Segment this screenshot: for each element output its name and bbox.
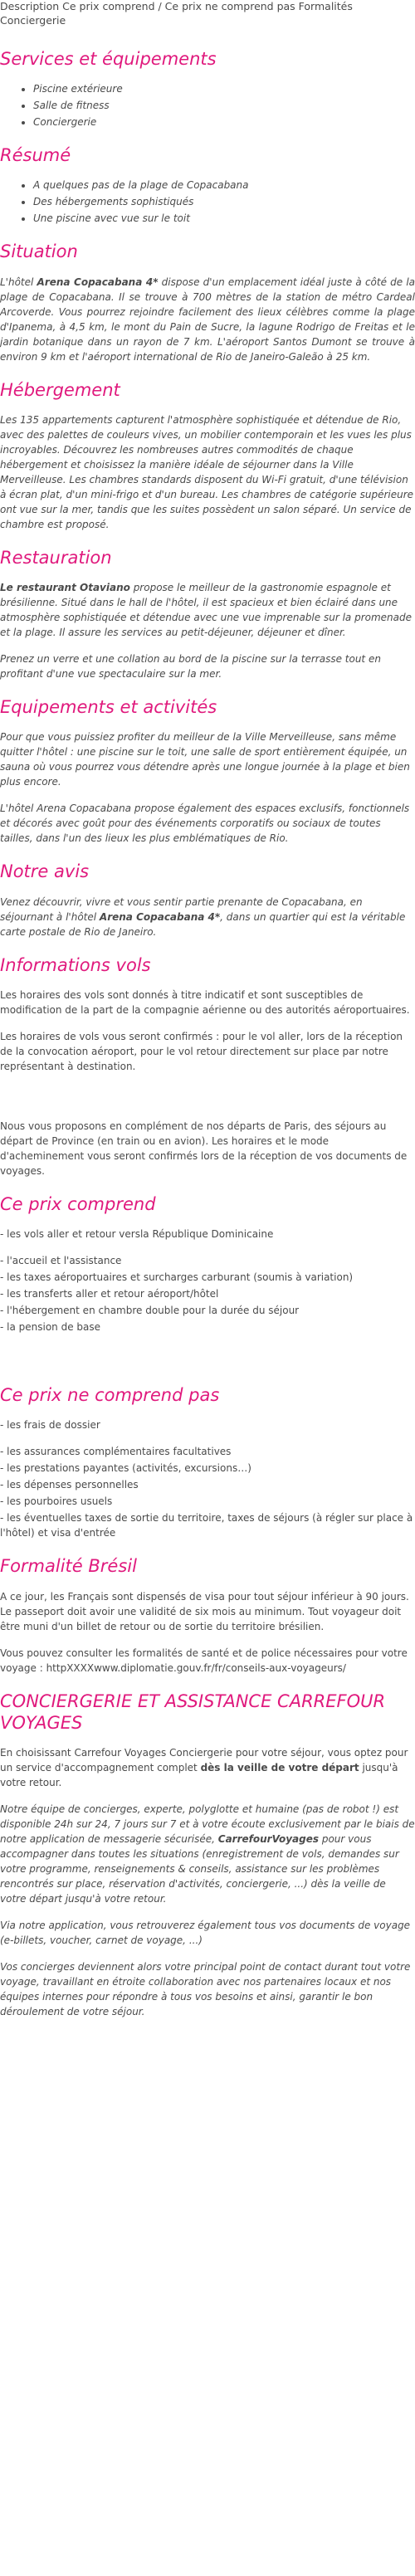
list-item: • Salle de fitness bbox=[33, 98, 415, 113]
text: Venez découvrir, vivre et vous sentir partie prenante de Copacabana, en séjournant à l'hôtel bbox=[0, 895, 363, 923]
hebergement-paragraph: Les 135 appartements capturent l'atmosphère sophistiquée et détendue de Rio, avec des palettes de couleurs vives, un mobilier contemporain et les vues les plus incroyables. Découvrez les nombreuses autres commodités de chaque hébergement et choisissez la manière idéale de séjourner dans la Ville Merveilleuse. Les chambres standards disposent du Wi-Fi gratuit, d'une télévision à écran plat, d'un mini-frigo et d'un bureau. Les chambres de catégorie supérieure ont vue sur la mer, tandis que les suites possèdent un salon séparé. Un service de chambre est proposé. bbox=[0, 413, 414, 530]
conciergerie-paragraph-4: Vos concierges deviennent alors votre principal point de contact durant tout votre voyage, travaillant en étroite collaboration avec nos partenaires locaux et nos équipes internes pour répondre à tous vos besoins et ainsi, garantir le bon déroulement de votre séjour. bbox=[0, 1961, 411, 2017]
list-item: • Une piscine avec vue sur le toit bbox=[33, 211, 415, 226]
equipements-paragraph-2: L'hôtel Arena Copacabana propose également des espaces exclusifs, fonctionnels et décorés avec goût pour des événements corporatifs ou sociaux de toutes tailles, dans l'un des lieux les plus emblématiques de Rio. bbox=[0, 803, 410, 845]
avis-heading: Notre avis bbox=[0, 861, 90, 882]
list-item: - les frais de dossier bbox=[0, 1419, 100, 1432]
hotel-name: Arena Copacabana 4* bbox=[37, 276, 159, 288]
list-item: - les vols aller et retour versla République Dominicaine bbox=[0, 1228, 274, 1240]
hebergement-heading: Hébergement bbox=[0, 379, 120, 400]
conciergerie-paragraph-3: Via notre application, vous retrouverez également tous vos documents de voyage (e-billets, voucher, carnet de voyage, ...) bbox=[0, 1920, 411, 1946]
restauration-paragraph-2: Prenez un verre et une collation au bord de la piscine sur la terrasse tout en profitant d'une vue spectaculaire sur la mer. bbox=[0, 653, 381, 680]
restauration-heading: Restauration bbox=[0, 547, 112, 568]
text: jusqu'à votre retour. bbox=[0, 1762, 398, 1788]
list-item: - les éventuelles taxes de sortie du territoire, taxes de séjours (à régler sur place à l'hôtel) et visa d'entrée bbox=[0, 1512, 413, 1539]
formalite-heading: Formalité Brésil bbox=[0, 1556, 137, 1577]
spacer bbox=[0, 1086, 415, 1119]
list-item: - la pension de base bbox=[0, 1321, 101, 1333]
restaurant-name: Le restaurant Otaviano bbox=[0, 582, 130, 593]
list-item: • Des hébergements sophistiqués bbox=[33, 194, 415, 209]
list-item: - les dépenses personnelles bbox=[0, 1479, 139, 1491]
text: dispose d'un emplacement idéal juste à côté de la plage de Copacabana. Il se trouve à 700 mètres de la station de métro Cardeal Arcoverde. Vous pourrez rejoindre facilement des lieux célèbres comme la plage d'Ipanema, à 4,5 km, le mont du Pain de Sucre, la lagune Rodrigo de Freitas et le jardin botanique dans un rayon de 7 km. L'aéroport Santos Dumont se trouve à environ 9 km et l'aéroport international de Rio de Janeiro-Galeão à 25 km. bbox=[0, 276, 415, 363]
list-item: - les pourboires usuels bbox=[0, 1495, 113, 1508]
vols-paragraph-2: Les horaires de vols vous seront confirmés : pour le vol aller, lors de la réception de la convocation aéroport, pour le vol retour directement sur place par notre représentant à destination. bbox=[0, 1030, 403, 1072]
text: pour vous accompagner dans toutes les situations (enregistrement de vols, demandes sur votre programme, renseignements & conseils, assistance sur les problèmes rencontrés sur place, réservation d'activités, conciergerie, ...) dès la veille de votre départ jusqu'à votre retour. bbox=[0, 1833, 399, 1905]
text: En choisissant Carrefour Voyages Conciergerie pour votre séjour, vous optez pour un service d'accompagnement complet bbox=[0, 1747, 408, 1773]
spacer bbox=[0, 1434, 415, 1444]
hotel-name: Arena Copacabana 4* bbox=[99, 910, 221, 923]
vols-paragraph: Les horaires des vols sont donnés à titre indicatif et sont susceptibles de modification de la part de la compagnie aérienne ou des autorités aéroportuaires. bbox=[0, 988, 410, 1016]
emphasis: dès la veille de votre départ bbox=[200, 1762, 359, 1773]
services-heading: Services et équipements bbox=[0, 48, 217, 69]
situation-heading: Situation bbox=[0, 242, 78, 262]
restauration-paragraph bbox=[0, 580, 415, 640]
text: Notre équipe de concierges, experte, polyglotte et humaine (pas de robot !) est disponible 24h sur 24, 7 jours sur 7 et à votre écoute exclusivement par le biais de notre application de messagerie sécurisée, bbox=[0, 1803, 415, 1845]
avis-paragraph bbox=[0, 895, 415, 939]
conciergerie-paragraph bbox=[0, 1745, 415, 1790]
equipements-heading: Equipements et activités bbox=[0, 697, 217, 717]
conciergerie-paragraph-2 bbox=[0, 1802, 415, 1906]
app-name: CarrefourVoyages bbox=[217, 1833, 320, 1845]
formalite-paragraph: A ce jour, les Français sont dispensés de visa pour tout séjour inférieur à 90 jours. Le passeport doit avoir une validité de six mois au minimum. Tout voyageur doit être muni d'un billet de retour ou de sortie du territoire brésilien. bbox=[0, 1590, 409, 1632]
text: , dans un quartier qui est la véritable carte postale de Rio de Janeiro. bbox=[0, 910, 406, 938]
equipements-paragraph: Pour que vous puissiez profiter du meilleur de la Ville Merveilleuse, sans même quitter l'hôtel : une piscine sur le toit, une salle de sport entièrement équipée, un sauna où vous pourrez vous détendre après une longue journée à la plage et bien plus encore. bbox=[0, 731, 410, 788]
list-item: - les transferts aller et retour aéroport/hôtel bbox=[0, 1288, 219, 1300]
text: propose le meilleur de la gastronomie espagnole et brésilienne. Situé dans le hall de l'hôtel, il est spacieux et bien éclairé dans une atmosphère sophistiquée et détendue avec une vue imprenable sur la promenade et la plage. Il assure les services au petit-déjeuner, déjeuner et dîner. bbox=[0, 582, 412, 638]
conciergerie-heading: CONCIERGERIE ET ASSISTANCE CARREFOUR VOYAGES bbox=[0, 1690, 386, 1733]
list-item: - les prestations payantes (activités, excursions…) bbox=[0, 1462, 251, 1475]
list-item: • A quelques pas de la plage de Copacabana bbox=[33, 178, 415, 193]
comprend-heading: Ce prix comprend bbox=[0, 1193, 156, 1214]
list-item: - l'hébergement en chambre double pour la durée du séjour bbox=[0, 1305, 300, 1316]
ne-comprend-heading: Ce prix ne comprend pas bbox=[0, 1385, 220, 1405]
vols-paragraph-3: Nous vous proposons en complément de nos départs de Paris, des séjours au départ de Province (en train ou en avion). Les horaires et le mode d'acheminement vous seront confirmés lors de la réception de vos documents de voyages. bbox=[0, 1120, 408, 1177]
list-item: - l'accueil et l'assistance bbox=[0, 1255, 122, 1266]
services-list bbox=[0, 81, 415, 129]
resume-list bbox=[0, 178, 415, 226]
list-item: - les assurances complémentaires facultatives bbox=[0, 1446, 232, 1458]
spacer bbox=[0, 1243, 415, 1253]
text: L'hôtel bbox=[0, 276, 37, 288]
spacer bbox=[0, 1336, 415, 1369]
list-item: - les taxes aéroportuaires et surcharges carburant (soumis à variation) bbox=[0, 1271, 354, 1283]
formalite-paragraph-2: Vous pouvez consulter les formalités de santé et de police nécessaires pour votre voyage : httpXXXXwww.diplomatie.gouv.fr/fr/conseils-aux-voyageurs/ bbox=[0, 1647, 408, 1674]
list-item: • Conciergerie bbox=[33, 115, 415, 129]
vols-heading: Informations vols bbox=[0, 954, 151, 975]
list-item: • Piscine extérieure bbox=[33, 81, 415, 96]
description-line: Description Ce prix comprend / Ce prix ne comprend pas Formalités Conciergerie bbox=[0, 0, 353, 27]
resume-heading: Résumé bbox=[0, 145, 71, 165]
situation-paragraph bbox=[0, 275, 415, 364]
